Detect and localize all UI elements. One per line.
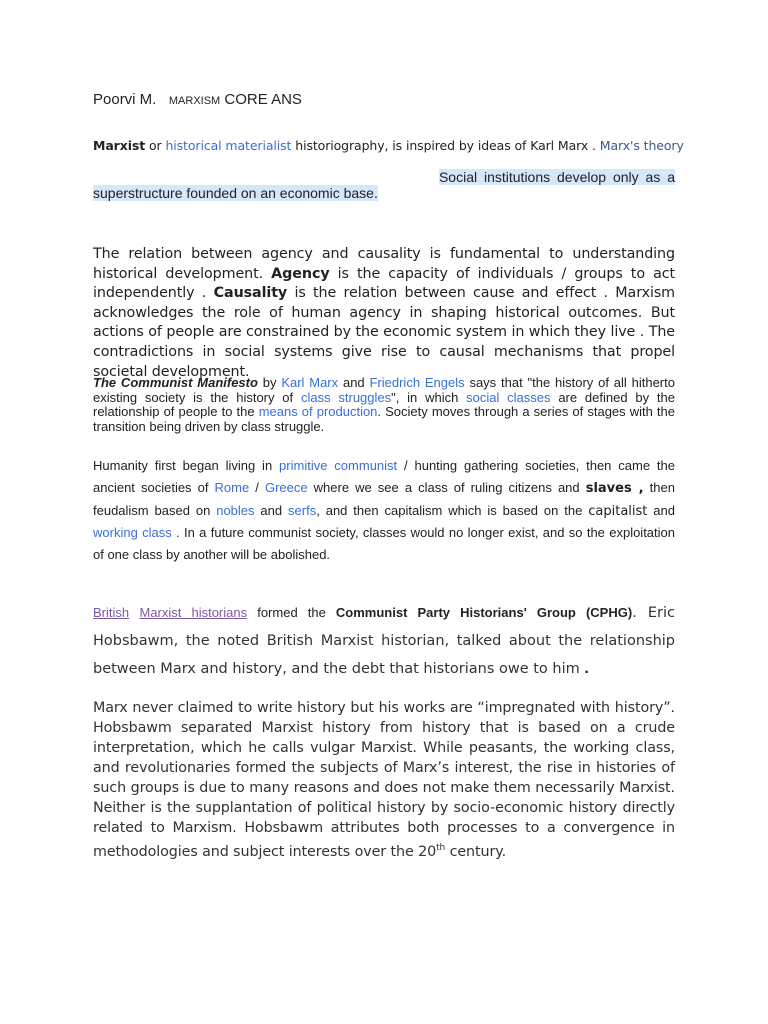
- title-smallcaps: marxism: [168, 91, 221, 108]
- cphg-abbr: (CPHG): [575, 605, 633, 620]
- term-slaves: slaves ,: [585, 480, 644, 496]
- term-marxist: Marxist: [93, 138, 146, 153]
- term-agency: Agency: [271, 265, 330, 282]
- link-british[interactable]: British: [93, 605, 130, 620]
- cphg-name: Communist Party Historians' Group: [335, 605, 576, 620]
- term-capitalist: capitalist: [588, 503, 648, 519]
- marx-theory-text: Marx's theory: [599, 138, 684, 153]
- document-heading: [93, 91, 675, 108]
- link-greece[interactable]: Greece: [264, 479, 308, 495]
- paragraph-intro: Marxist or historical materialist historiography, is inspired by ideas of Karl Marx . Marx's theory: [93, 138, 684, 153]
- link-historical-materialist[interactable]: historical materialist: [165, 138, 292, 153]
- link-class-struggles[interactable]: class struggles: [300, 389, 392, 405]
- highlight-line-1: Social institutions develop only as a: [438, 169, 675, 185]
- link-nobles[interactable]: nobles: [216, 502, 255, 518]
- title-rest: CORE ANS: [224, 91, 302, 108]
- link-karl-marx[interactable]: Karl Marx: [281, 375, 339, 390]
- link-friedrich-engels[interactable]: Friedrich Engels: [369, 375, 465, 390]
- paragraph-manifesto: The Communist Manifesto by Karl Marx and Friedrich Engels says that "the history of all hitherto existing society is the history of class struggles", in which social classes are defined by the relationship of people to the means of production. Society moves through a series of stages with the transition being driven by class struggle.: [93, 375, 676, 435]
- superscript-th: th: [436, 843, 446, 853]
- paragraph-cphg: British Marxist historians formed the Communist Party Historians' Group (CPHG). Eric Hobsbawm, the noted British Marxist historian, talked about the relationship between Marx and history, and the debt that historians owe to him .: [93, 605, 676, 677]
- paragraph-agency-causality: The relation between agency and causality is fundamental to understanding historical development. Agency is the capacity of individuals / groups to act independently . Causality is the relation between cause and effect . Marxism acknowledges the role of human agency in shaping historical outcomes. But actions of people are constrained by the economic system in which they live . The contradictions in social systems give rise to causal mechanisms that propel societal development.: [93, 246, 676, 380]
- link-rome[interactable]: Rome: [214, 479, 250, 495]
- link-social-classes[interactable]: social classes: [466, 389, 551, 405]
- author-name: Poorvi M.: [93, 91, 157, 108]
- paragraph-hobsbawm: Marx never claimed to write history but his works are “impregnated with history”. Hobsbawm separated Marxist history from history that is based on a crude interpretation, which he calls vulgar Marxist. While peasants, the working class, and revolutionaries formed the subjects of Marx’s interest, the rise in histories of such groups is due to many reasons and does not make them necessarily Marxist. Neither is the supplantation of political history by socio-economic history directly related to Marxism. Hobsbawm attributes both processes to a convergence in methodologies and subject interests over the 20th century.: [93, 700, 675, 860]
- link-serfs[interactable]: serfs: [288, 502, 317, 518]
- paragraph-stages: Humanity first began living in primitive communist / hunting gathering societies, then came the ancient societies of Rome / Greece where we see a class of ruling citizens and slaves , then feudalism based on nobles and serfs, and then capitalism which is based on the capitalist and working class . In a future communist society, classes would no longer exist, and so the exploitation of one class by another will be abolished.: [93, 458, 676, 563]
- link-working-class[interactable]: working class: [93, 525, 172, 541]
- term-causality: Causality: [213, 285, 288, 302]
- highlight-line-2: superstructure founded on an economic base.: [93, 185, 378, 201]
- link-marxist-historians[interactable]: Marxist historians: [139, 605, 248, 620]
- manifesto-title: The Communist Manifesto: [93, 375, 258, 390]
- link-primitive-communist[interactable]: primitive communist: [279, 458, 398, 473]
- link-means-of-production[interactable]: means of production: [258, 404, 378, 420]
